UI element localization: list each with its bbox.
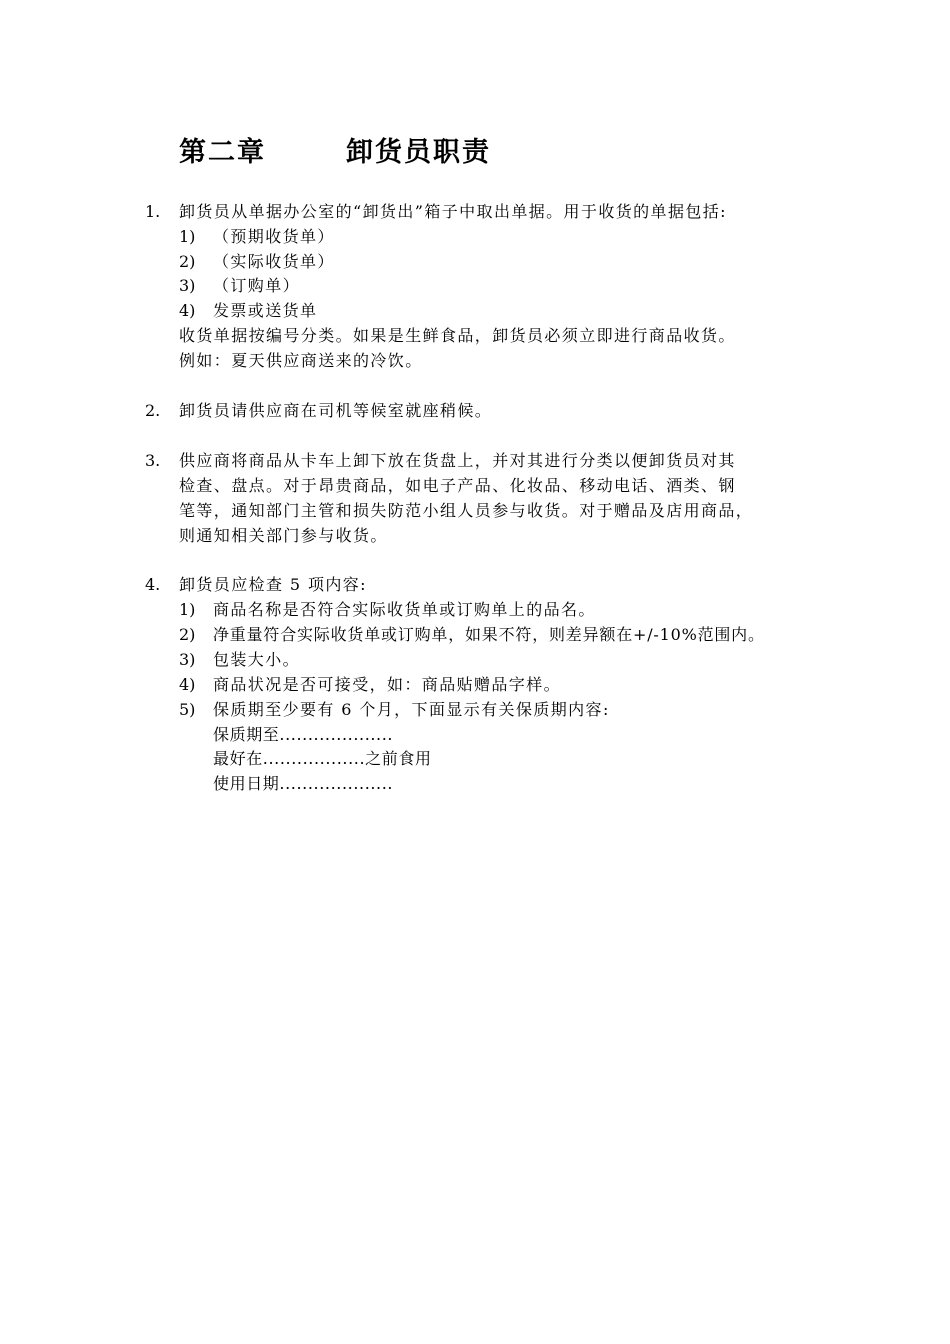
item-4-sub-4-text: 商品状况是否可接受，如：商品贴赠品字样。 [213,675,562,694]
item-1-note-1: 收货单据按编号分类。如果是生鲜食品，卸货员必须立即进行商品收货。 [179,326,736,345]
item-1-text: 卸货员从单据办公室的“卸货出”箱子中取出单据。用于收货的单据包括: [179,202,727,221]
shelf-life-until: 保质期至.................... [213,725,394,744]
item-2-text: 卸货员请供应商在司机等候室就座稍候。 [179,401,493,420]
item-1-sub-3-number: 3) [179,276,196,295]
item-3-line-4: 则通知相关部门参与收货。 [179,526,388,545]
use-by-date: 使用日期.................... [213,774,394,793]
item-3-line-3: 笔等，通知部门主管和损失防范小组人员参与收货。对于赠品及店用商品， [179,501,754,520]
item-1-sub-1-number: 1) [179,227,196,246]
item-3-line-1: 供应商将商品从卡车上卸下放在货盘上，并对其进行分类以便卸货员对其 [179,451,736,470]
item-2-number: 2. [145,401,161,420]
chapter-title [179,130,491,169]
item-1-sub-3-text: （订购单） [213,276,301,295]
item-1-note-2: 例如：夏天供应商送来的冷饮。 [179,351,423,370]
item-4-sub-1-text: 商品名称是否符合实际收货单或订购单上的品名。 [213,600,596,619]
item-4-sub-5-number: 5) [179,700,196,719]
item-1-sub-2-text: （实际收货单） [213,252,335,271]
item-4-sub-4-number: 4) [179,675,196,694]
item-1-number: 1. [145,202,161,221]
item-4-sub-3-text: 包装大小。 [213,650,301,669]
item-1-sub-4-text: 发票或送货单 [213,301,318,320]
item-1-sub-4-number: 4) [179,301,196,320]
item-4-sub-3-number: 3) [179,650,196,669]
item-4-sub-1-number: 1) [179,600,196,619]
item-4-text: 卸货员应检查 5 项内容: [179,575,367,594]
item-4-sub-5-text: 保质期至少要有 6 个月，下面显示有关保质期内容: [213,700,610,719]
item-1-sub-1-text: （预期收货单） [213,227,335,246]
item-3-line-2: 检查、盘点。对于昂贵商品，如电子产品、化妆品、移动电话、酒类、钢 [179,476,736,495]
item-4-sub-2-text: 净重量符合实际收货单或订购单，如果不符，则差异额在+/-10%范围内。 [213,625,765,644]
best-before: 最好在..................之前食用 [213,749,432,768]
item-4-sub-2-number: 2) [179,625,196,644]
item-1-sub-2-number: 2) [179,252,196,271]
chapter-name: 卸货员职责 [346,137,491,168]
chapter-number: 第二章 [179,137,266,168]
item-4-number: 4. [145,575,161,594]
item-3-number: 3. [145,451,161,470]
